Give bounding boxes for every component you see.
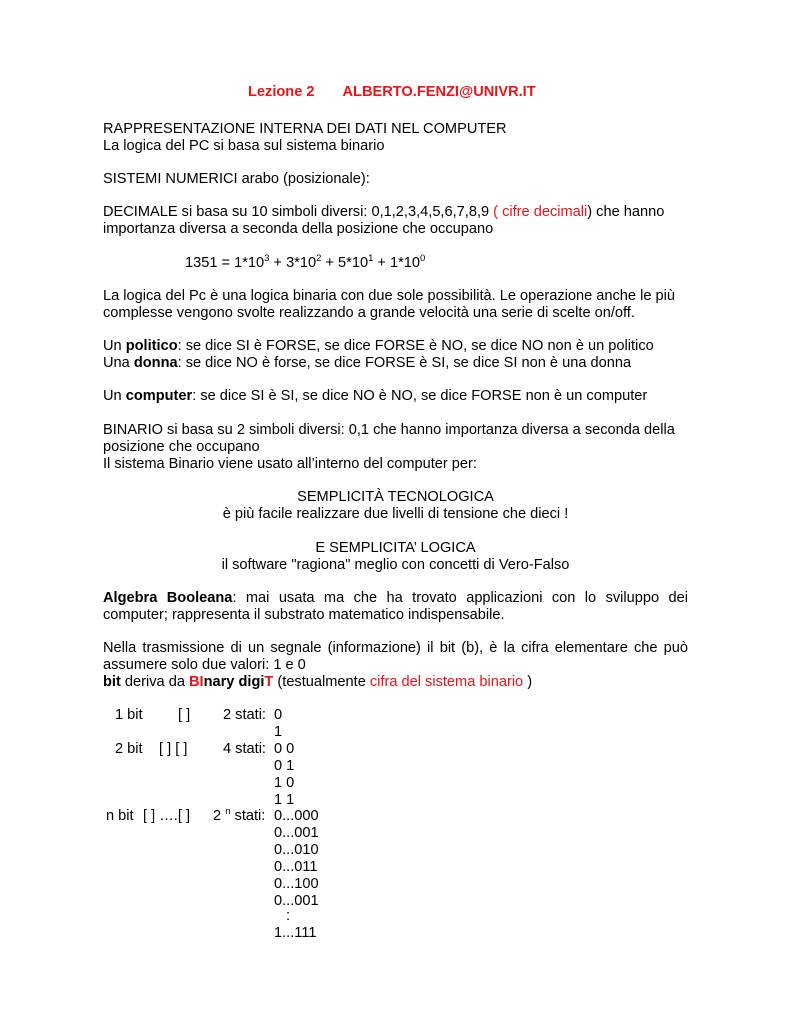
bit-testualmente: (testualmente [273, 674, 370, 690]
politico-pre: Un [103, 338, 126, 354]
politico-post: : se dice SI è FORSE, se dice FORSE è NO, se dice NO non è un politico [177, 338, 654, 354]
decimale-line-1 [103, 204, 664, 221]
row2-val-2: 1 0 [274, 775, 295, 791]
bit-nary-digi: nary digi [203, 674, 265, 690]
trasmissione-line-2: assumere solo due valori: 1 e 0 [103, 657, 306, 673]
row2-label: 2 bit [115, 741, 143, 757]
formula-exp-1: 3 [264, 253, 270, 264]
donna-line [103, 355, 631, 372]
computer-bold: computer [125, 388, 193, 404]
semplicita-logica-text: il software "ragiona" meglio con concetti di Vero-Falso [221, 557, 570, 573]
decimale-text-end: ) che hanno [587, 204, 665, 220]
decimale-line-2: importanza diversa a seconda della posizione che occupano [103, 221, 494, 237]
row1-val-0: 0 [274, 707, 283, 723]
algebra-line-2: computer; rappresenta il substrato matematico indispensabile. [103, 607, 505, 623]
semplicita-tecnologica-text: è più facile realizzare due livelli di tensione che dieci ! [222, 506, 569, 522]
donna-bold: donna [133, 355, 178, 371]
cifre-decimali: ( cifre decimali [493, 204, 588, 220]
row1-box: [ ] [178, 707, 191, 723]
bit-paren-close: ) [523, 674, 533, 690]
bit-cifra-binario: cifra del sistema binario [369, 674, 524, 690]
bit-definition [103, 674, 532, 691]
trasmissione-line-1: Nella trasmissione di un segnale (informazione) il bit (b), è la cifra elementare che può [103, 640, 688, 656]
bit-bi: BI [189, 674, 204, 690]
row2-stati: 4 stati: [223, 741, 266, 757]
lesson-title: Lezione 2 [248, 84, 315, 100]
binario-line-3: Il sistema Binario viene usato all’interno del computer per: [103, 456, 477, 472]
binario-line-2: posizione che occupano [103, 439, 260, 455]
bit-t: T [264, 674, 274, 690]
row3-val-4: 0...100 [274, 876, 319, 892]
row3-box: [ ] ….[ ] [143, 808, 191, 824]
formula-exp-2: 2 [316, 253, 322, 264]
row1-stati: 2 stati: [223, 707, 266, 723]
sistemi-line: SISTEMI NUMERICI arabo (posizionale): [103, 171, 370, 187]
algebra-bold: Algebra Booleana [103, 590, 233, 606]
row2-box: [ ] [ ] [159, 741, 188, 757]
row2-val-1: 0 1 [274, 758, 295, 774]
row3-val-3: 0...011 [274, 859, 318, 875]
donna-post: : se dice NO è forse, se dice FORSE è SI, se dice SI non è una donna [177, 355, 632, 371]
formula-term-1: 1351 = 1*10 [185, 255, 265, 271]
binario-line-1: BINARIO si basa su 2 simboli diversi: 0,1 che hanno importanza diversa a seconda della [103, 422, 675, 438]
formula-exp-4: 0 [420, 253, 426, 264]
politico-bold: politico [125, 338, 178, 354]
row3-val-1: 0...001 [274, 825, 319, 841]
row1-val-1: 1 [274, 724, 283, 740]
row3-stati-wrap [213, 808, 265, 825]
formula [185, 255, 425, 272]
row3-label: n bit [106, 808, 134, 824]
row3-val-6: : [286, 908, 291, 924]
semplicita-logica-title: E SEMPLICITA’ LOGICA [315, 540, 476, 556]
row1-label: 1 bit [115, 707, 143, 723]
row2-val-0: 0 0 [274, 741, 295, 757]
logica-line-1: La logica del Pc è una logica binaria con due sole possibilità. Le operazione anche le più [103, 288, 675, 304]
row2-val-3: 1 1 [274, 792, 295, 808]
author-email: ALBERTO.FENZI@UNIVR.IT [342, 84, 536, 100]
row3-base: 2 [213, 808, 222, 824]
computer-line [103, 388, 647, 405]
politico-line [103, 338, 654, 355]
formula-term-3: + 5*10 [321, 255, 369, 271]
row3-exp: n [225, 806, 231, 817]
lesson-header [248, 84, 536, 101]
row3-val-7: 1...111 [274, 925, 317, 941]
row3-stati: stati: [230, 808, 266, 824]
intro-line: La logica del PC si basa sul sistema binario [103, 138, 385, 154]
donna-pre: Una [103, 355, 134, 371]
logica-line-2: complesse vengono svolte realizzando a grande velocità una serie di scelte on/off. [103, 305, 635, 321]
bit-deriva: deriva da [120, 674, 189, 690]
formula-exp-3: 1 [368, 253, 374, 264]
bit-word: bit [103, 674, 121, 690]
algebra-line-1 [103, 590, 688, 607]
computer-pre: Un [103, 388, 126, 404]
formula-term-4: + 1*10 [373, 255, 421, 271]
row3-val-5: 0...001 [274, 893, 319, 909]
semplicita-tecnologica-title: SEMPLICITÀ TECNOLOGICA [297, 489, 494, 505]
section-heading: RAPPRESENTAZIONE INTERNA DEI DATI NEL COMPUTER [103, 121, 507, 137]
formula-term-2: + 3*10 [269, 255, 317, 271]
computer-post: : se dice SI è SI, se dice NO è NO, se dice FORSE non è un computer [192, 388, 648, 404]
row3-val-0: 0...000 [274, 808, 319, 824]
decimale-text: DECIMALE si basa su 10 simboli diversi: 0,1,2,3,4,5,6,7,8,9 [103, 204, 494, 220]
algebra-text: : mai usata ma che ha trovato applicazioni con lo sviluppo dei [232, 590, 688, 606]
row3-val-2: 0...010 [274, 842, 319, 858]
